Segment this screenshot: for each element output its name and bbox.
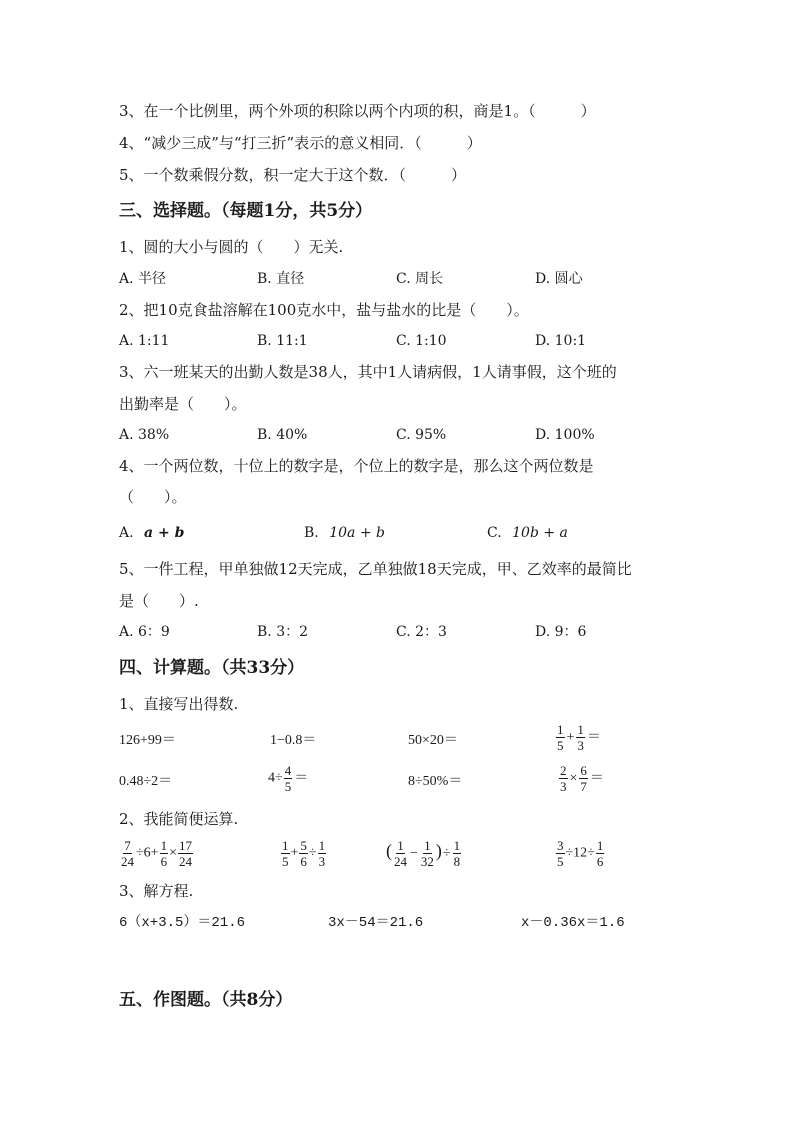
- choice-q4-option-a-label: A.: [119, 525, 134, 541]
- choice-q5-option-a: A. 6：9: [119, 624, 170, 640]
- numerator: 6: [580, 763, 587, 778]
- choice-q5-option-b: B. 3：2: [257, 624, 309, 640]
- choice-q5-option-d: D. 9：6: [535, 624, 587, 640]
- fraction: [579, 763, 588, 794]
- denominator: 3: [318, 854, 326, 869]
- simplify-4: [555, 838, 605, 869]
- choice-q1-option-d: D. 圆心: [535, 271, 583, 287]
- denominator: 5: [557, 854, 564, 869]
- calc-1-5: 0.48÷2＝: [119, 774, 173, 789]
- numerator: 1: [397, 838, 404, 853]
- choice-q4-text-line2: （ ）。: [119, 488, 187, 506]
- denominator: 24: [121, 854, 134, 869]
- operator: −: [410, 845, 418, 861]
- fraction: [284, 763, 293, 794]
- fraction: [556, 722, 565, 753]
- choice-q4-option-c-expr: 10b + a: [512, 525, 568, 541]
- choice-q5-option-c: C. 2：3: [396, 624, 447, 640]
- calc-1-8: [558, 763, 605, 794]
- fraction: [556, 838, 565, 869]
- choice-q3-option-d: D. 100%: [535, 427, 595, 443]
- denominator: 6: [160, 854, 168, 869]
- calc-sub2-title: 2、我能简便运算.: [119, 810, 239, 828]
- denominator: 32: [420, 854, 434, 869]
- choice-q1-option-b: B. 直径: [257, 271, 305, 287]
- operator: ×: [569, 770, 578, 786]
- denominator: 7: [580, 779, 587, 794]
- choice-q4-text-line1: 4、一个两位数，十位上的数字是，个位上的数字是，那么这个两位数是: [119, 457, 594, 475]
- fraction: [318, 838, 327, 869]
- denominator: 24: [179, 854, 192, 869]
- numerator: 1: [424, 838, 431, 853]
- denominator: 3: [577, 738, 584, 753]
- numerator: 5: [300, 838, 307, 853]
- numerator: 1: [596, 838, 604, 853]
- fraction: [393, 838, 408, 869]
- choice-q2-option-a: A. 1:11: [119, 333, 170, 349]
- equals: ＝: [589, 770, 604, 786]
- choice-q5-text-line2: 是（ ）.: [119, 592, 199, 610]
- denominator: 5: [282, 854, 289, 869]
- numerator: 1: [282, 838, 289, 853]
- equation-3: x－0.36x＝1.6: [521, 915, 625, 931]
- equals: ＝: [294, 770, 309, 786]
- paren-open: (: [386, 840, 392, 861]
- numerator: 1: [577, 722, 584, 737]
- denominator: 6: [300, 854, 307, 869]
- simplify-1: [119, 838, 194, 869]
- operator: ÷: [442, 845, 451, 861]
- operator: +: [290, 845, 299, 861]
- fraction: [453, 838, 462, 869]
- operator: ÷6+: [136, 845, 159, 861]
- numerator: 1: [160, 838, 168, 853]
- choice-q4-option-b-expr: 10a + b: [329, 525, 385, 541]
- numerator: 2: [560, 763, 567, 778]
- section-3-heading: 三、选择题。（每题1分，共5分）: [119, 201, 373, 221]
- choice-q4-option-c-label: C.: [487, 525, 502, 541]
- section-5-heading: 五、作图题。（共8分）: [119, 990, 293, 1010]
- simplify-2: [280, 838, 327, 869]
- fraction: [596, 838, 605, 869]
- numerator: 7: [124, 838, 131, 853]
- numerator: 3: [557, 838, 564, 853]
- calc-1-7: 8÷50%＝: [408, 774, 463, 789]
- operator: ÷: [308, 845, 317, 861]
- choice-q1-option-c: C. 周长: [396, 271, 444, 287]
- choice-q3-text-line1: 3、六一班某天的出勤人数是38人，其中1人请病假，1人请事假，这个班的: [119, 363, 617, 381]
- judgement-item-3: 3、在一个比例里，两个外项的积除以两个内项的积，商是1。（ ）: [119, 102, 596, 120]
- choice-q2-option-c: C. 1:10: [396, 333, 447, 349]
- choice-q5-text-line1: 5、一件工程，甲单独做12天完成，乙单独做18天完成，甲、乙效率的最简比: [119, 560, 632, 578]
- numerator: 17: [179, 838, 192, 853]
- choice-q3-option-b: B. 40%: [257, 427, 308, 443]
- calc-sub3-title: 3、解方程.: [119, 882, 194, 900]
- equation-2: 3x－54＝21.6: [328, 915, 424, 931]
- simplify-3: [386, 838, 462, 869]
- choice-q4-option-a: [119, 523, 184, 543]
- choice-q4-option-b: [304, 523, 385, 543]
- operator: +: [566, 729, 575, 745]
- section-4-heading: 四、计算题。（共33分）: [119, 658, 305, 678]
- operator: ÷12÷: [565, 845, 595, 861]
- fraction: [559, 763, 568, 794]
- fraction: [420, 838, 435, 869]
- denominator: 5: [557, 738, 564, 753]
- equation-1: 6（x+3.5）＝21.6: [119, 915, 246, 931]
- calc-1-6: [268, 763, 309, 794]
- numerator: 1: [318, 838, 326, 853]
- dividend: 4÷: [268, 770, 283, 786]
- denominator: 8: [453, 854, 461, 869]
- numerator: 4: [284, 763, 292, 778]
- choice-q3-option-a: A. 38%: [119, 427, 170, 443]
- calc-1-1: 126+99＝: [119, 733, 176, 748]
- numerator: 1: [453, 838, 461, 853]
- choice-q2-option-b: B. 11:1: [257, 333, 308, 349]
- choice-q2-option-d: D. 10:1: [535, 333, 587, 349]
- choice-q4-option-a-expr: a + b: [144, 525, 185, 541]
- fraction: [120, 838, 135, 869]
- fraction: [281, 838, 290, 869]
- fraction: [160, 838, 169, 869]
- choice-q4-option-c: [487, 523, 568, 543]
- choice-q3-option-c: C. 95%: [396, 427, 447, 443]
- calc-1-2: 1−0.8＝: [270, 733, 317, 748]
- calc-sub1-title: 1、直接写出得数.: [119, 695, 239, 713]
- judgement-item-5: 5、一个数乘假分数，积一定大于这个数．（ ）: [119, 166, 467, 184]
- choice-q4-option-b-label: B.: [304, 525, 319, 541]
- denominator: 24: [394, 854, 407, 869]
- calc-1-3: 50×20＝: [408, 733, 458, 748]
- fraction: [299, 838, 308, 869]
- denominator: 3: [560, 779, 567, 794]
- paren-close: ): [435, 840, 442, 861]
- denominator: 6: [596, 854, 604, 869]
- fraction: [178, 838, 193, 869]
- denominator: 5: [284, 779, 292, 794]
- choice-q3-text-line2: 出勤率是（ ）。: [119, 395, 247, 413]
- choice-q2-text: 2、把10克食盐溶解在100克水中，盐与盐水的比是（ ）。: [119, 301, 529, 319]
- equals: ＝: [586, 729, 601, 745]
- choice-q1-text: 1、圆的大小与圆的（ ）无关.: [119, 238, 344, 256]
- choice-q1-option-a: A. 半径: [119, 271, 167, 287]
- judgement-item-4: 4、“减少三成”与“打三折”表示的意义相同．（ ）: [119, 134, 482, 152]
- fraction: [576, 722, 585, 753]
- calc-1-4: [555, 722, 602, 753]
- numerator: 1: [557, 722, 564, 737]
- operator: ×: [169, 845, 177, 861]
